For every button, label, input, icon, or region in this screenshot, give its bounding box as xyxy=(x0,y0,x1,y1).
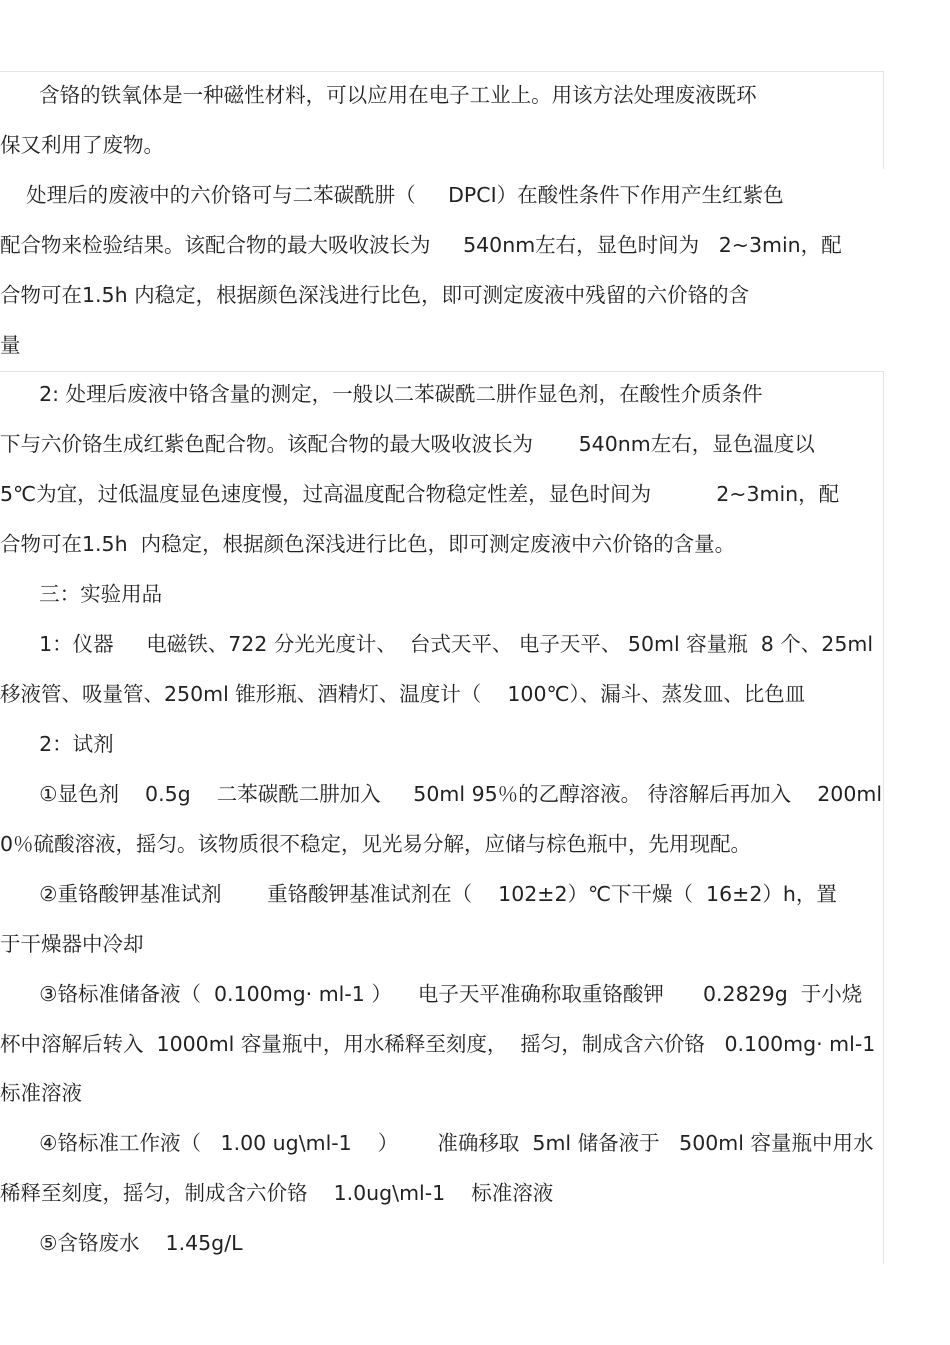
text-line: 下与六价铬生成红紫色配合物。该配合物的最大吸收波长为 540nm左右，显色温度以 xyxy=(0,432,815,456)
text-line: 合物可在1.5h 内稳定，根据颜色深浅进行比色，即可测定废液中残留的六价铬的含 xyxy=(0,283,750,307)
text-line: ③铬标准储备液（ 0.100mg· ml-1 ） 电子天平准确称取重铬酸钾 0.2829g 于小烧 xyxy=(0,982,863,1006)
text-line: 合物可在1.5h 内稳定，根据颜色深浅进行比色，即可测定废液中六价铬的含量。 xyxy=(0,532,736,556)
section-heading: 三：实验用品 xyxy=(0,582,163,606)
text-line: ④铬标准工作液（ 1.00 ug\ml-1 ） 准确移取 5ml 储备液于 500ml 容量瓶中用水 xyxy=(0,1131,874,1155)
text-line: 移液管、吸量管、250ml 锥形瓶、酒精灯、温度计（ 100℃）、漏斗、蒸发皿、比色皿 xyxy=(0,682,806,706)
text-line: 2: 处理后废液中铬含量的测定，一般以二苯碳酰二肼作显色剂，在酸性介质条件 xyxy=(0,382,763,406)
text-line: ①显色剂 0.5g 二苯碳酰二肼加入 50ml 95％的乙醇溶液。 待溶解后再加入 200ml xyxy=(0,782,883,806)
text-line: 0％硫酸溶液，摇匀。该物质很不稳定，见光易分解，应储与棕色瓶中，先用现配。 xyxy=(0,832,752,856)
text-line: 稀释至刻度，摇匀，制成含六价铬 1.0ug\ml-1 标准溶液 xyxy=(0,1181,554,1205)
subsection-heading: 2：试剂 xyxy=(0,732,114,756)
text-line: 配合物来检验结果。该配合物的最大吸收波长为 540nm左右，显色时间为 2~3min，配 xyxy=(0,233,842,257)
right-rule-upper xyxy=(883,71,884,169)
right-rule-lower xyxy=(883,371,884,1264)
text-line: 于干燥器中冷却 xyxy=(0,932,144,956)
middle-rule xyxy=(0,371,884,372)
text-line: 处理后的废液中的六价铬可与二苯碳酰肼（ DPCI）在酸性条件下作用产生红紫色 xyxy=(0,183,784,207)
top-rule xyxy=(0,71,884,72)
text-line: 量 xyxy=(0,333,21,357)
text-line: 1：仪器 电磁铁、722 分光光度计、 台式天平、 电子天平、 50ml 容量瓶 8 个、25ml xyxy=(0,632,874,656)
text-line: 杯中溶解后转入 1000ml 容量瓶中，用水稀释至刻度， 摇匀，制成含六价铬 0.100mg· ml-1 xyxy=(0,1032,876,1056)
text-line: 含铬的铁氧体是一种磁性材料，可以应用在电子工业上。用该方法处理废液既环 xyxy=(0,83,757,107)
text-line: 保又利用了废物。 xyxy=(0,133,164,157)
text-line: 标准溶液 xyxy=(0,1081,82,1105)
text-line: ②重铬酸钾基准试剂 重铬酸钾基准试剂在（ 102±2）℃下干燥（ 16±2）h，置 xyxy=(0,882,837,906)
text-line: 5℃为宜，过低温度显色速度慢，过高温度配合物稳定性差，显色时间为 2~3min，配 xyxy=(0,482,840,506)
text-line: ⑤含铬废水 1.45g/L xyxy=(0,1231,243,1255)
